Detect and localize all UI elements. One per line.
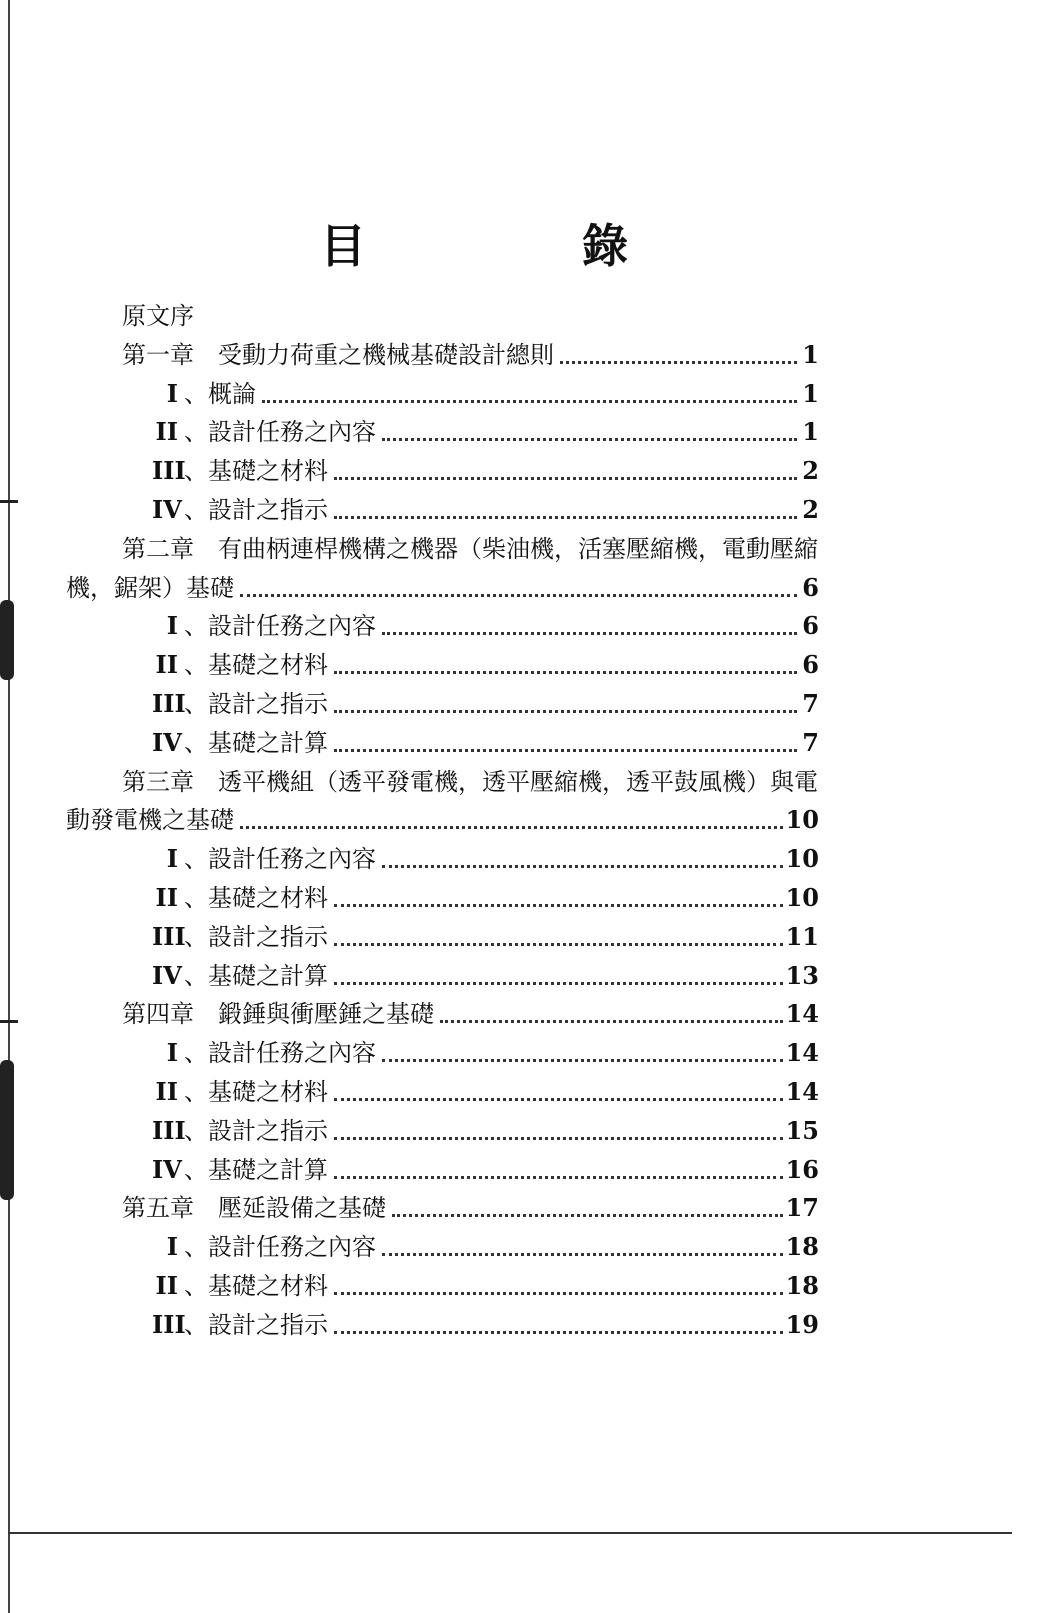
toc-entry-label (152, 645, 328, 685)
toc-page-number: 15 (785, 1115, 819, 1145)
section-numeral: II (155, 650, 178, 680)
section-numeral: IV (152, 960, 182, 990)
toc-chapter-entry (0, 994, 1062, 1034)
toc-entry-text: 、基礎之材料 (184, 884, 328, 912)
toc-page-number: 7 (802, 689, 819, 718)
toc-entry-label (152, 606, 376, 646)
toc-section-entry (0, 374, 1062, 414)
toc-page-number: 10 (785, 883, 819, 912)
toc-page-number: 13 (785, 960, 819, 990)
toc-page-number: 6 (802, 572, 819, 602)
dot-leader (240, 826, 783, 829)
section-numeral: I (166, 1232, 178, 1262)
toc-chapter-entry (0, 762, 1062, 802)
dot-leader (382, 632, 797, 635)
toc-section-entry (0, 1072, 1062, 1112)
dot-leader (392, 1214, 783, 1217)
toc-page-number: 1 (802, 378, 819, 408)
toc-entry-label (152, 839, 376, 879)
toc-entry-label (152, 1266, 328, 1306)
page-title (320, 210, 630, 276)
toc-section-entry (0, 956, 1062, 996)
section-numeral: I (166, 844, 178, 874)
toc-entry-text: 第二章 有曲柄連桿機構之機器（柴油機，活塞壓縮機，電動壓縮 (122, 534, 818, 563)
section-numeral: IV (152, 495, 182, 524)
toc-entry-label (122, 994, 434, 1034)
toc-entry-label (152, 1033, 376, 1073)
toc-page-number: 17 (785, 1193, 819, 1223)
section-numeral: IV (152, 727, 182, 757)
toc-entry-label (152, 1305, 328, 1345)
toc-entry-label (152, 1072, 328, 1112)
toc-entry-label (152, 412, 376, 452)
toc-entry-label (152, 490, 328, 530)
dot-leader (334, 982, 783, 985)
toc-entry-label (152, 917, 328, 957)
section-numeral: III (152, 1115, 186, 1145)
toc-entry-text: 、設計之指示 (184, 922, 328, 951)
toc-page-number: 14 (785, 999, 819, 1029)
toc-entry-text: 、設計任務之內容 (184, 1233, 376, 1262)
toc-entry-label (122, 296, 194, 336)
toc-page-number: 14 (785, 1077, 819, 1106)
toc-entry-text: 第一章 受動力荷重之機械基礎設計總則 (122, 340, 554, 369)
dot-leader (382, 1253, 783, 1256)
section-numeral: II (155, 1077, 178, 1106)
toc-section-entry (0, 490, 1062, 530)
toc-chapter-entry (0, 296, 1062, 336)
toc-page-number: 14 (785, 1038, 819, 1068)
dot-leader (334, 1137, 783, 1140)
toc-page-number: 6 (802, 611, 819, 641)
section-numeral: I (166, 378, 178, 408)
toc-entry-label (66, 568, 234, 608)
section-numeral: I (166, 611, 178, 641)
toc-entry-text: 、基礎之計算 (184, 1155, 328, 1184)
dot-leader (382, 438, 797, 441)
toc-entry-text: 、設計任務之內容 (184, 845, 376, 874)
dot-leader (382, 865, 783, 868)
toc-entry-text: 、設計之指示 (184, 1116, 328, 1145)
section-numeral: II (155, 1271, 178, 1300)
toc-page-number: 1 (802, 417, 819, 447)
toc-entry-continuation (0, 568, 1062, 608)
toc-entry-text: 第四章 鍛錘與衝壓錘之基礎 (122, 1000, 434, 1029)
toc-entry-text: 、設計任務之內容 (184, 612, 376, 641)
toc-entry-text: 、基礎之材料 (184, 1272, 328, 1300)
toc-page-number: 6 (802, 650, 819, 680)
toc-entry-label (152, 878, 328, 918)
toc-entry-label (152, 1150, 328, 1190)
dot-leader (334, 749, 797, 752)
toc-entry-text: 動發電機之基礎 (66, 806, 234, 835)
toc-entry-text: 、設計之指示 (184, 1310, 328, 1339)
dot-leader (262, 400, 797, 403)
toc-entry-text: 機，鋸架）基礎 (66, 573, 234, 602)
toc-entry-label (66, 800, 234, 840)
dot-leader (334, 1176, 783, 1179)
toc-chapter-entry (0, 335, 1062, 375)
toc-entry-text: 、基礎之材料 (184, 457, 328, 486)
toc-entry-label (122, 529, 818, 569)
section-numeral: III (152, 456, 186, 486)
toc-chapter-entry (0, 1188, 1062, 1228)
toc-page-number: 10 (785, 805, 819, 835)
toc-entry-text: 、基礎之計算 (184, 961, 328, 990)
toc-chapter-entry (0, 529, 1062, 569)
dot-leader (334, 1098, 783, 1101)
dot-leader (334, 710, 797, 713)
toc-entry-text: 、基礎之材料 (184, 1078, 328, 1106)
toc-entry-label (122, 335, 554, 375)
toc-entry-text: 、設計之指示 (184, 496, 328, 524)
title-right-char: 錄 (582, 219, 630, 273)
toc-section-entry (0, 684, 1062, 724)
dot-leader (334, 671, 797, 674)
toc-page-number: 2 (802, 456, 819, 486)
dot-leader (334, 943, 783, 946)
toc-entry-text: 、基礎之計算 (184, 728, 328, 757)
section-numeral: III (152, 1309, 186, 1339)
section-numeral: II (155, 883, 178, 912)
toc-page-number: 10 (785, 844, 819, 874)
toc-entry-continuation (0, 800, 1062, 840)
dot-leader (560, 361, 797, 364)
dot-leader (440, 1020, 783, 1023)
dot-leader (334, 1292, 783, 1295)
toc-section-entry (0, 1305, 1062, 1345)
toc-section-entry (0, 723, 1062, 763)
toc-section-entry (0, 1227, 1062, 1267)
toc-entry-label (152, 1227, 376, 1267)
section-numeral: II (155, 417, 178, 447)
section-numeral: IV (152, 1154, 182, 1184)
title-left-char: 目 (320, 219, 368, 273)
toc-page-number: 2 (802, 495, 819, 524)
dot-leader (334, 904, 783, 907)
toc-section-entry (0, 1150, 1062, 1190)
toc-section-entry (0, 606, 1062, 646)
toc-entry-label (152, 723, 328, 763)
toc-page-number: 18 (785, 1271, 819, 1300)
toc-entry-text: 、概論 (184, 379, 256, 408)
section-numeral: III (152, 921, 186, 951)
section-numeral: I (166, 1038, 178, 1068)
toc-page-number: 11 (785, 921, 819, 951)
dot-leader (334, 477, 797, 480)
bottom-rule (8, 1532, 1012, 1534)
dot-leader (240, 594, 797, 597)
toc-page-number: 1 (802, 339, 819, 369)
toc-entry-label (122, 1188, 386, 1228)
toc-page-number: 16 (785, 1154, 819, 1184)
toc-entry-text: 、設計任務之內容 (184, 1039, 376, 1068)
toc-section-entry (0, 412, 1062, 452)
toc-section-entry (0, 1111, 1062, 1151)
toc-entry-label (152, 374, 256, 414)
dot-leader (382, 1059, 783, 1062)
toc-entry-text: 、基礎之材料 (184, 651, 328, 680)
toc-section-entry (0, 1033, 1062, 1073)
toc-entry-label (152, 451, 328, 491)
toc-page-number: 18 (785, 1232, 819, 1262)
toc-section-entry (0, 645, 1062, 685)
toc-entry-label (152, 956, 328, 996)
toc-entry-label (152, 684, 328, 724)
toc-entry-text: 、設計任務之內容 (184, 418, 376, 447)
toc-entry-text: 第三章 透平機組（透平發電機，透平壓縮機，透平鼓風機）與電 (122, 767, 818, 796)
toc-section-entry (0, 1266, 1062, 1306)
toc-entry-text: 原文序 (122, 302, 194, 330)
toc-section-entry (0, 878, 1062, 918)
dot-leader (334, 516, 797, 519)
toc-section-entry (0, 451, 1062, 491)
toc-section-entry (0, 917, 1062, 957)
toc-entry-label (152, 1111, 328, 1151)
dot-leader (334, 1331, 783, 1334)
section-numeral: III (152, 689, 186, 718)
toc-entry-text: 第五章 壓延設備之基礎 (122, 1194, 386, 1223)
toc-entry-label (122, 762, 818, 802)
toc-section-entry (0, 839, 1062, 879)
toc-page-number: 19 (785, 1309, 819, 1339)
toc-entry-text: 、設計之指示 (184, 690, 328, 718)
toc-page-number: 7 (802, 727, 819, 757)
